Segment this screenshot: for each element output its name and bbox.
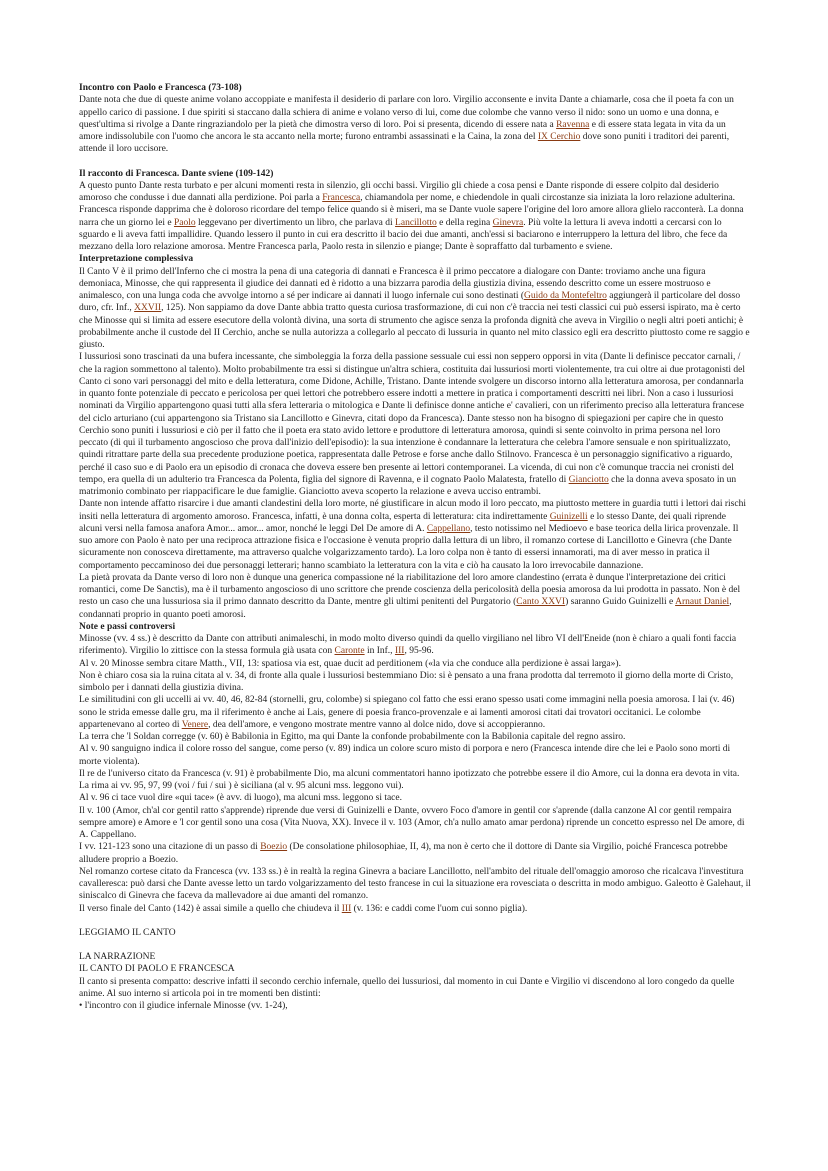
hyperlink[interactable]: Venere	[181, 719, 209, 730]
note-paragraph-1	[79, 633, 751, 658]
text-run: (De consolatione philosophiae, II, 4), ma non è certo che il dottore di Dante sia Virgilio, poiché Francesca potrebbe alludere proprio a Boezio.	[79, 842, 728, 865]
text-run: Le similitudini con gli uccelli ai vv. 40, 46, 82-84 (stornelli, gru, colombe) si spiegano col fatto che essi erano spesso usati come immagini nella poesia amorosa. I lai (v. 46) sono le strida emesse dalle gru, ma il riferimento è anche ai Lais, genere di poesia franco-provenzale e ai lamenti amorosi citati dai trovatori occitanici. Le colombe appartenevano al corteo di	[79, 695, 735, 730]
text-run: A questo punto Dante resta turbato e per alcuni momenti resta in silenzio, gli occhi bassi. Virgilio gli chiede a cosa pensi e Dante risponde di essere colpito dal desiderio amoroso che condusse i due dannati alla perdizione. Poi parla a	[79, 180, 719, 203]
text-run: , 95-96.	[404, 646, 434, 657]
text-run: Nel romanzo cortese citato da Francesca (vv. 133 ss.) è in realtà la regina Ginevra a baciare Lancillotto, nell'ambito del rituale dell'omaggio amoroso che ricalcava l'investitura cavalleresca: può darsi che Dante avesse letto un tardo volgarizzamento del testo francese in cui la situazione era rovesciata o descritta in modo ambiguo. Galeotto è Galehaut, il siniscalco di Ginevra che faceva da mallevadore ai due amanti del romanzo.	[79, 866, 751, 902]
text-run: Al v. 20 Minosse sembra citare Matth., VII, 13: spatiosa via est, quae ducit ad perditionem («la via che conduce alla perdizione è assai larga»).	[79, 658, 621, 669]
text-run: I lussuriosi sono trascinati da una bufera incessante, che simboleggia la forza della passione sessuale cui essi non seppero opporsi in vita (Dante li definisce peccator carnali, / che la ragion sommettono al talento). Molto probabilmente tra essi si distingue un'altra schiera, costituita dai lussuriosi morti violentemente, tra cui oltre ai due protagonisti del Canto ci sono vari personaggi del mito e della letteratura, come Didone, Achille, Tristano. Dante intende svolgere un discorso intorno alla letteratura amorosa, per condannarla in quanto fonte potenziale di peccato e pericolosa per quei lettori che potrebbero essere indotti a mettere in pratica i comportamenti descritti nei libri. Non a caso i lussuriosi nominati da Virgilio appartengono quasi tutti alla sfera letteraria o mitologica e Dante li definisce donne antiche e' cavalieri, con un riferimento preciso alla letteratura francese del ciclo arturiano (cui appartengono sia Tristano sia Lancillotto e Ginevra, citati dopo da Francesca). Dante stesso non ha bisogno di spiegazioni per capire che in questo Cerchio sono puniti i lussuriosi e ciò per il fatto che il poeta era stato avido lettore e produttore di letteratura amorosa, quindi si sente coinvolto in prima persona nel loro peccato (di qui il turbamento angoscioso che prova dall'inizio dell'episodio): la sua intenzione è condannare la letteratura che celebra l'amore sensuale e non spiritualizzato, quindi ritrattare parte della sua precedente produzione poetica, rappresentata dalle Petrose e forse anche dallo Stilnovo. Francesca è un personaggio significativo a riguardo, perché il caso suo e di Paolo era un episodio di cronaca che doveva essere ben presente ai lettori contemporanei. La vicenda, di cui non c'è comunque traccia nei cronisti del tempo, era quella di un adulterio tra Francesca da Polenta, figlia del signore di Ravenna, e il cognato Paolo Malatesta, fratello di	[79, 352, 746, 485]
spacer	[79, 915, 751, 927]
text-run: aggiungerà il particolare del dosso duro, cfr. Inf.,	[79, 291, 741, 314]
note-paragraph-12	[79, 866, 751, 903]
hyperlink[interactable]: Canto XXVI	[516, 597, 566, 608]
text-run: Dante nota che due di queste anime volano accoppiate e manifesta il desiderio di parlare con loro. Virgilio acconsente e invita Dante a chiamarle, cosa che il poeta fa con un appello carico di passione. I due spiriti si staccano dalla schiera di anime e volano verso di lui, come due colombe che vanno verso il nido: sono un uomo e una donna, e quest'ultima si rivolge a Dante ringraziandolo per la pietà che dimostra verso di loro. Poi si presenta, dicendo di essere nata a	[79, 95, 734, 130]
note-paragraph-6	[79, 743, 751, 768]
document-page	[79, 82, 751, 1012]
text-run: , condannati proprio in quanto poeti amorosi.	[79, 597, 732, 620]
hyperlink[interactable]: Cappellano	[426, 523, 471, 534]
note-paragraph-11	[79, 841, 751, 866]
hyperlink[interactable]: Boezio	[260, 842, 288, 853]
text-run: Al v. 90 sanguigno indica il colore rosso del sangue, come perso (v. 89) indica un colore scuro misto di porpora e nero (Francesca intende dire che lei e Paolo sono morti di morte violenta).	[79, 744, 731, 767]
paragraph-interpretazione-3	[79, 498, 751, 572]
text-run: , dea dell'amore, e vengono mostrate mentre vanno al dolce nido, dove si accoppieranno.	[208, 719, 546, 730]
hyperlink[interactable]: XXVII	[134, 303, 162, 314]
text-run: e lo stesso Dante, dei quali riprende alcuni versi nella famosa anafora Amor... amor... amor, nonché le leggi Del De amore di A.	[79, 511, 726, 534]
hyperlink[interactable]: IX Cerchio	[537, 132, 581, 142]
note-paragraph-3	[79, 670, 751, 695]
paragraph-incontro	[79, 94, 751, 155]
text-run: I vv. 121-123 sono una citazione di un passo di	[79, 842, 261, 853]
note-paragraph-13	[79, 903, 751, 915]
text-run: La terra che 'l Soldan corregge (v. 60) è Babilonia in Egitto, ma qui Dante la confonde probabilmente con la Babilonia capitale del regno assiro.	[79, 732, 626, 742]
note-paragraph-5	[79, 731, 751, 743]
text-run: . Più volte la lettura li aveva indotti a cercarsi con lo sguardo e li aveva fatti impallidire. Quando lessero il punto in cui era descritto il bacio dei due amanti, anch'essi si baciarono e interruppero la lettura del libro, che fece da mezzano della loro relazione amorosa. Mentre Francesca parla, Paolo resta in silenzio e piange; Dante è sopraffatto dal turbamento e sviene.	[79, 217, 728, 252]
hyperlink[interactable]: III	[394, 646, 405, 657]
hyperlink[interactable]: Ginevra	[492, 217, 524, 228]
hyperlink[interactable]: Francesca	[322, 193, 361, 203]
spacer	[79, 939, 751, 951]
hyperlink[interactable]: Arnaut Daniel	[675, 597, 730, 608]
text-run: Il verso finale del Canto (142) è assai simile a quello che chiudeva il	[79, 903, 342, 914]
note-paragraph-10	[79, 805, 751, 842]
note-paragraph-8	[79, 780, 751, 792]
note-paragraph-2	[79, 658, 751, 670]
heading-canto-paolo-francesca: IL CANTO DI PAOLO E FRANCESCA	[79, 964, 235, 975]
text-run: Minosse (vv. 4 ss.) è descritto da Dante con attributi animaleschi, in modo molto diverso quindi da quello virgiliano nel libro VI dell'Eneide (non è chiaro a quali fonti faccia riferimento). Virgilio lo zittisce con la stessa formula già usata con	[79, 634, 737, 657]
text-run: che la donna aveva sposato in un matrimonio combinato per riappacificare le due famiglie. Gianciotto aveva scoperto la relazione e aveva ucciso entrambi.	[79, 474, 737, 497]
paragraph-racconto-2	[79, 204, 751, 253]
section-title-note: Note e passi controversi	[79, 621, 176, 632]
hyperlink[interactable]: Gianciotto	[568, 474, 609, 485]
text-run: Francesca risponde dapprima che è doloroso ricordare del tempo felice quando si è miseri, ma se Dante vuole sapere l'origine del loro amore allora glielo racconterà. La donna narra che un giorno lei e	[79, 205, 744, 228]
paragraph-interpretazione-2	[79, 351, 751, 498]
section-title-interpretazione: Interpretazione complessiva	[79, 254, 194, 265]
note-paragraph-7	[79, 768, 751, 780]
spacer	[79, 156, 751, 168]
note-paragraph-9	[79, 792, 751, 804]
text-run: Non è chiaro cosa sia la ruina citata al v. 34, di fronte alla quale i lussuriosi bestemmiano Dio: si è pensato a una frana prodotta dal terremoto il giorno della morte di Cristo, simbolo per i dannati della giustizia divina.	[79, 670, 734, 693]
list-item-minosse: • l'incontro con il giudice infernale Minosse (vv. 1-24),	[79, 1001, 288, 1011]
text-run: Il Canto V è il primo dell'Inferno che ci mostra la pena di una categoria di dannati e Francesca è il primo peccatore a dialogare con Dante: troviamo anche una figura demoniaca, Minosse, che qui rappresenta il giudice dei dannati ed è ridotto a una bizzarra parodia della giustizia divina, essendo descritto come un essere mostruoso e animalesco, con una lunga coda che avvolge intorno a sé per indicare ai dannati il luogo infernale cui sono destinati (	[79, 266, 711, 301]
section-title-incontro: Incontro con Paolo e Francesca (73-108)	[79, 83, 242, 93]
text-run: La rima ai vv. 95, 97, 99 (voi / fui / sui ) è siciliana (al v. 95 alcuni mss. leggono vui).	[79, 781, 404, 791]
paragraph-narrazione-1: Il canto si presenta compatto: descrive infatti il secondo cerchio infernale, quello dei lussuriosi, dal momento in cui Dante e Virgilio vi discendono al loro congedo da quelle anime. Al suo interno si articola poi in tre momenti ben distinti:	[79, 976, 735, 999]
heading-narrazione: LA NARRAZIONE	[79, 952, 156, 962]
text-run: e della regina	[436, 217, 493, 228]
text-run: (v. 136: e caddi come l'uom cui sonno piglia).	[351, 903, 528, 914]
text-run: in Inf.,	[364, 646, 395, 657]
text-run: , testo notissimo nel Medioevo e base teorica della lirica provenzale. Il suo amore con Paolo è nato per una reciproca attrazione fisica e l'occasione è venuta proprio dalla lettura di un libro, il romanzo cortese di Lancillotto e Ginevra (che Dante sicuramente non conosceva direttamente, ma attraverso qualche volgarizzamento tardo). La loro colpa non è tanto di essersi innamorati, ma di aver messo in pratica il comportamento peccaminoso dei due personaggi letterari; hanno scambiato la letteratura con la vita e ciò ha causato la loro irrevocabile dannazione.	[79, 523, 739, 571]
hyperlink[interactable]: Lancillotto	[395, 217, 437, 228]
text-run: ) saranno Guido Guinizelli e	[565, 597, 676, 608]
text-run: Dante non intende affatto risarcire i due amanti clandestini della loro morte, né giustificare in alcun modo il loro peccato, ma piuttosto mettere in guardia tutti i lettori dai rischi insiti nella letteratura di argomento amoroso. Francesca, infatti, è una donna colta, esperta di letteratura: cita indirettamente	[79, 499, 746, 522]
hyperlink[interactable]: III	[341, 903, 352, 914]
note-paragraph-4	[79, 694, 751, 731]
hyperlink[interactable]: Ravenna	[556, 119, 590, 130]
text-run: Il v. 100 (Amor, ch'al cor gentil ratto s'apprende) riprende due versi di Guinizelli e Dante, ovvero Foco d'amore in gentil cor s'aprende (dalla canzone Al cor gentil rempaira sempre amore) e Amore e 'l cor gentil sono una cosa (Vita Nuova, XX). Invece il v. 103 (Amor, ch'a nullo amato amar perdona) riprende un concetto espresso nel De amore, di A. Cappellano.	[79, 805, 745, 840]
hyperlink[interactable]: Caronte	[334, 646, 365, 657]
hyperlink[interactable]: Guinizelli	[549, 511, 588, 522]
text-run: Il re de l'universo citato da Francesca (v. 91) è probabilmente Dio, ma alcuni commentatori hanno ipotizzato che potrebbe essere il dio Amore, cui la donna era devota in vita.	[79, 768, 740, 779]
text-run: La pietà provata da Dante verso di loro non è dunque una generica compassione né la riabilitazione del loro amore clandestino (errata è dunque l'interpretazione dei critici romantici, come De Sanctis), ma è il turbamento angoscioso di uno scrittore che prende coscienza della pericolosità della poesia amorosa da lui prodotta in passato. Non è del resto un caso che una lussuriosa sia il primo dannato descritto da Dante, mentre gli ultimi penitenti del Purgatorio (	[79, 572, 741, 608]
paragraph-interpretazione-1	[79, 266, 751, 352]
section-title-racconto: Il racconto di Francesca. Dante sviene (109-142)	[79, 168, 274, 179]
text-run: , chiamandola per nome, e chiedendole in quali circostanze sia iniziata la loro relazione adulterina.	[360, 193, 736, 203]
paragraph-racconto-1	[79, 180, 751, 205]
text-run: dove sono puniti i traditori dei parenti, attende il loro uccisore.	[79, 132, 730, 155]
paragraph-interpretazione-4	[79, 572, 751, 621]
heading-leggiamo: LEGGIAMO IL CANTO	[79, 927, 176, 938]
text-run: e di essere stata legata in vita da un amore indissolubile con l'uomo che ancora le sta accanto nella morte; furono entrambi assassinati e la Caina, la zona del	[79, 119, 726, 142]
hyperlink[interactable]: Guido da Montefeltro	[524, 291, 607, 301]
text-run: Al v. 96 ci tace vuol dire «qui tace» (è avv. di luogo), ma alcuni mss. leggono si tace.	[79, 793, 402, 804]
text-run: leggevano per divertimento un libro, che parlava di	[195, 217, 396, 228]
text-run: , 125). Non sappiamo da dove Dante abbia tratto questa curiosa trasformazione, di cui non c'è traccia nei testi classici cui può essersi ispirato, ma è certo che Minosse qui si limita ad essere esecutore della volontà divina, una sorta di strumento che agisce senza la profonda dignità che aveva in Virgilio o negli altri poeti antichi; è probabilmente anche il custode del II Cerchio, anche se nulla autorizza a collegarlo al peccato di lussuria in quanto nel mito classico egli era descritto piuttosto come re saggio e giusto.	[79, 303, 750, 350]
hyperlink[interactable]: Paolo	[173, 217, 196, 228]
